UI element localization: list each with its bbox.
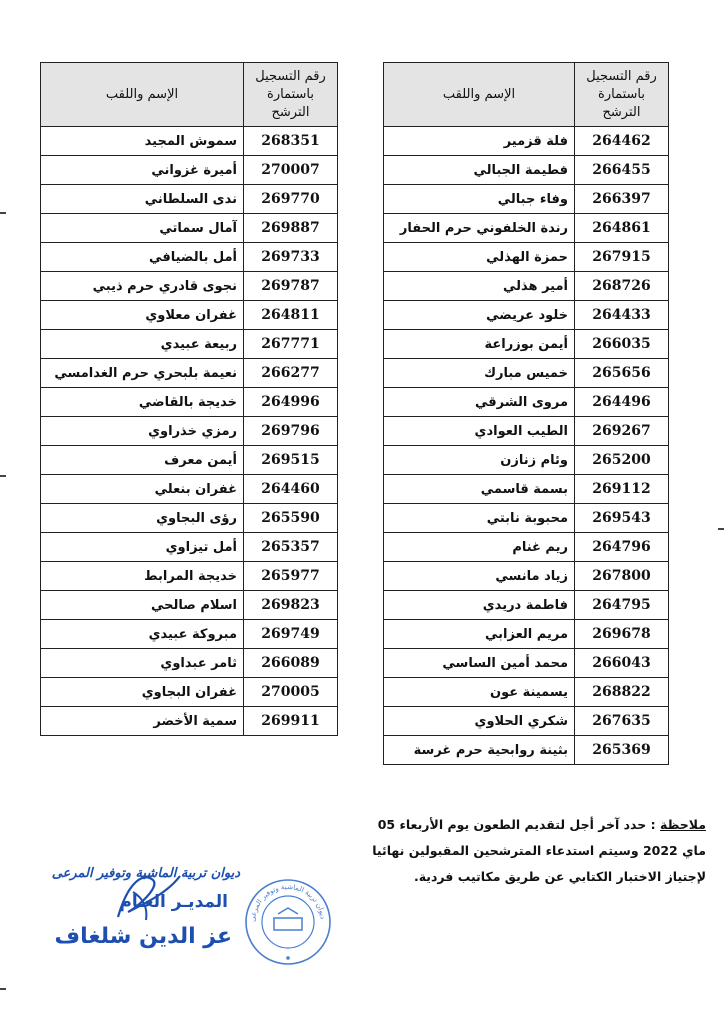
- table-row: [41, 707, 338, 736]
- registration-number: 266277: [244, 359, 338, 388]
- table-row: [384, 562, 669, 591]
- registration-number: 270005: [244, 678, 338, 707]
- candidate-name: محمد أمين الساسي: [384, 649, 575, 678]
- registration-number: 265590: [244, 504, 338, 533]
- header-registration: [244, 63, 338, 127]
- candidate-name: سموش المجيد: [41, 127, 244, 156]
- candidate-name: ثامر عبداوي: [41, 649, 244, 678]
- registration-number: 269787: [244, 272, 338, 301]
- candidate-name: رؤى البجاوي: [41, 504, 244, 533]
- candidate-name: محبوبة نابتي: [384, 504, 575, 533]
- registration-number: 268726: [575, 272, 669, 301]
- registration-number: 264433: [575, 301, 669, 330]
- candidate-name: شكري الحلاوي: [384, 707, 575, 736]
- table-row: [384, 127, 669, 156]
- candidates-table-right: [383, 62, 669, 765]
- table-row: [41, 591, 338, 620]
- table-row: [384, 214, 669, 243]
- table-row: [41, 185, 338, 214]
- registration-number: 267915: [575, 243, 669, 272]
- candidate-name: ربيعة عبيدي: [41, 330, 244, 359]
- candidate-name: فطيمة الجبالي: [384, 156, 575, 185]
- candidate-name: مبروكة عبيدي: [41, 620, 244, 649]
- table-row: [41, 127, 338, 156]
- table-row: [384, 388, 669, 417]
- candidate-name: ريم غنام: [384, 533, 575, 562]
- stamp-ring-text: ديوان تربية الماشية وتوفير المرعى: [248, 882, 327, 923]
- table-header-row: [41, 63, 338, 127]
- candidate-name: أمير هذلي: [384, 272, 575, 301]
- candidate-name: رندة الخلفوني حرم الحفار: [384, 214, 575, 243]
- table-row: [384, 591, 669, 620]
- table-row: [41, 446, 338, 475]
- registration-number: 264462: [575, 127, 669, 156]
- table-header-row: [384, 63, 669, 127]
- registration-number: 265200: [575, 446, 669, 475]
- registration-number: 264460: [244, 475, 338, 504]
- candidate-name: يسمينة عون: [384, 678, 575, 707]
- table-row: [384, 301, 669, 330]
- registration-number: 266397: [575, 185, 669, 214]
- candidate-name: آمال سماتي: [41, 214, 244, 243]
- table-row: [41, 562, 338, 591]
- candidate-name: سمية الأخضر: [41, 707, 244, 736]
- candidate-name: نعيمة بلبحري حرم الغدامسي: [41, 359, 244, 388]
- table-row: [41, 301, 338, 330]
- registration-number: 269112: [575, 475, 669, 504]
- registration-number: 266043: [575, 649, 669, 678]
- header-registration: [575, 63, 669, 127]
- table-row: [41, 620, 338, 649]
- registration-number: 265369: [575, 736, 669, 765]
- registration-number: 269823: [244, 591, 338, 620]
- registration-number: 269678: [575, 620, 669, 649]
- registration-number: 264861: [575, 214, 669, 243]
- registration-number: 269733: [244, 243, 338, 272]
- table-row: [41, 330, 338, 359]
- table-row: [41, 533, 338, 562]
- header-registration-line2: باستمارة الترشح: [598, 86, 645, 120]
- table-row: [41, 678, 338, 707]
- candidate-name: خديجة بالقاضي: [41, 388, 244, 417]
- registration-number: 267800: [575, 562, 669, 591]
- candidate-name: رمزي خذراوي: [41, 417, 244, 446]
- table-row: [384, 707, 669, 736]
- header-registration-line1: رقم التسجيل: [586, 68, 657, 84]
- table-row: [41, 388, 338, 417]
- candidate-name: أيمن بوزراعة: [384, 330, 575, 359]
- candidate-name: زياد مانسي: [384, 562, 575, 591]
- candidate-name: وئام زنازن: [384, 446, 575, 475]
- table-row: [41, 243, 338, 272]
- signature-title: المديـر العـام: [119, 892, 228, 912]
- registration-number: 269796: [244, 417, 338, 446]
- table-row: [384, 446, 669, 475]
- candidate-name: خلود عريضي: [384, 301, 575, 330]
- table-row: [41, 417, 338, 446]
- registration-number: 266089: [244, 649, 338, 678]
- registration-number: 265656: [575, 359, 669, 388]
- registration-number: 268822: [575, 678, 669, 707]
- handwritten-signature-icon: [98, 862, 188, 932]
- table-row: [41, 359, 338, 388]
- registration-number: 269911: [244, 707, 338, 736]
- candidate-name: بسمة قاسمي: [384, 475, 575, 504]
- table-row: [384, 620, 669, 649]
- candidates-table-left: [40, 62, 338, 736]
- edge-mark: [0, 212, 6, 214]
- registration-number: 267771: [244, 330, 338, 359]
- candidate-name: بثينة روابحية حرم غرسة: [384, 736, 575, 765]
- note-label: ملاحظة: [660, 817, 706, 832]
- registration-number: 269770: [244, 185, 338, 214]
- registration-number: 266455: [575, 156, 669, 185]
- registration-number: 268351: [244, 127, 338, 156]
- candidate-name: أمل تيزاوي: [41, 533, 244, 562]
- registration-number: 269543: [575, 504, 669, 533]
- candidate-name: غفران معلاوي: [41, 301, 244, 330]
- edge-mark: [0, 988, 6, 990]
- registration-number: 269749: [244, 620, 338, 649]
- table-row: [384, 272, 669, 301]
- table-row: [384, 417, 669, 446]
- registration-number: 267635: [575, 707, 669, 736]
- candidate-name: غفران البجاوي: [41, 678, 244, 707]
- registration-number: 266035: [575, 330, 669, 359]
- registration-number: 264496: [575, 388, 669, 417]
- registration-number: 269515: [244, 446, 338, 475]
- table-row: [384, 678, 669, 707]
- table-row: [384, 185, 669, 214]
- table-body-right: [384, 127, 669, 765]
- table-row: [384, 330, 669, 359]
- candidate-name: وفاء جبالي: [384, 185, 575, 214]
- header-name: الإسم واللقب: [384, 63, 575, 127]
- registration-number: 265977: [244, 562, 338, 591]
- svg-text:ديوان تربية الماشية وتوفير الم: [249, 883, 327, 922]
- table-row: [41, 504, 338, 533]
- table-row: [41, 272, 338, 301]
- edge-mark: [718, 528, 724, 530]
- signature-name: عز الدين شلغاف: [54, 924, 232, 949]
- header-registration-line1: رقم التسجيل: [255, 68, 326, 84]
- table-row: [384, 359, 669, 388]
- edge-mark: [0, 475, 6, 477]
- table-row: [384, 475, 669, 504]
- table-row: [41, 214, 338, 243]
- candidate-name: أميرة غزواني: [41, 156, 244, 185]
- candidate-name: الطيب العوادي: [384, 417, 575, 446]
- candidate-name: فلة قزمير: [384, 127, 575, 156]
- registration-number: 269887: [244, 214, 338, 243]
- candidate-name: خديجة المرابط: [41, 562, 244, 591]
- note-paragraph: [370, 812, 706, 890]
- candidate-name: غفران بنعلي: [41, 475, 244, 504]
- table-row: [384, 156, 669, 185]
- registration-number: 264795: [575, 591, 669, 620]
- candidate-name: فاطمة دريدي: [384, 591, 575, 620]
- candidate-name: ندى السلطاني: [41, 185, 244, 214]
- candidate-name: أيمن معرف: [41, 446, 244, 475]
- registration-number: 264811: [244, 301, 338, 330]
- table-row: [384, 533, 669, 562]
- table-row: [384, 243, 669, 272]
- table-row: [384, 504, 669, 533]
- candidate-name: اسلام صالحي: [41, 591, 244, 620]
- signature-org: ديوان تربية الماشية وتوفير المرعى: [51, 866, 240, 881]
- table-row: [41, 649, 338, 678]
- registration-number: 265357: [244, 533, 338, 562]
- table-body-left: [41, 127, 338, 736]
- candidate-name: خميس مبارك: [384, 359, 575, 388]
- registration-number: 270007: [244, 156, 338, 185]
- header-name: الإسم واللقب: [41, 63, 244, 127]
- note-text: : حدد آخر أجل لتقديم الطعون يوم الأربعاء 05 ماي 2022 وسيتم استدعاء المترشحين المقبولين نهائيا لإجتياز الاختبار الكتابي عن طريق مكاتيب فردية.: [372, 817, 706, 884]
- registration-number: 264796: [575, 533, 669, 562]
- table-row: [41, 156, 338, 185]
- registration-number: 269267: [575, 417, 669, 446]
- table-row: [384, 649, 669, 678]
- registration-number: 264996: [244, 388, 338, 417]
- header-registration-line2: باستمارة الترشح: [267, 86, 314, 120]
- candidate-name: مروى الشرقي: [384, 388, 575, 417]
- table-row: [41, 475, 338, 504]
- candidate-name: نجوى قادري حرم ذيبي: [41, 272, 244, 301]
- candidate-name: حمزة الهذلي: [384, 243, 575, 272]
- table-row: [384, 736, 669, 765]
- candidate-name: مريم العزابي: [384, 620, 575, 649]
- candidate-name: أمل بالضيافي: [41, 243, 244, 272]
- official-stamp-icon: [244, 878, 332, 966]
